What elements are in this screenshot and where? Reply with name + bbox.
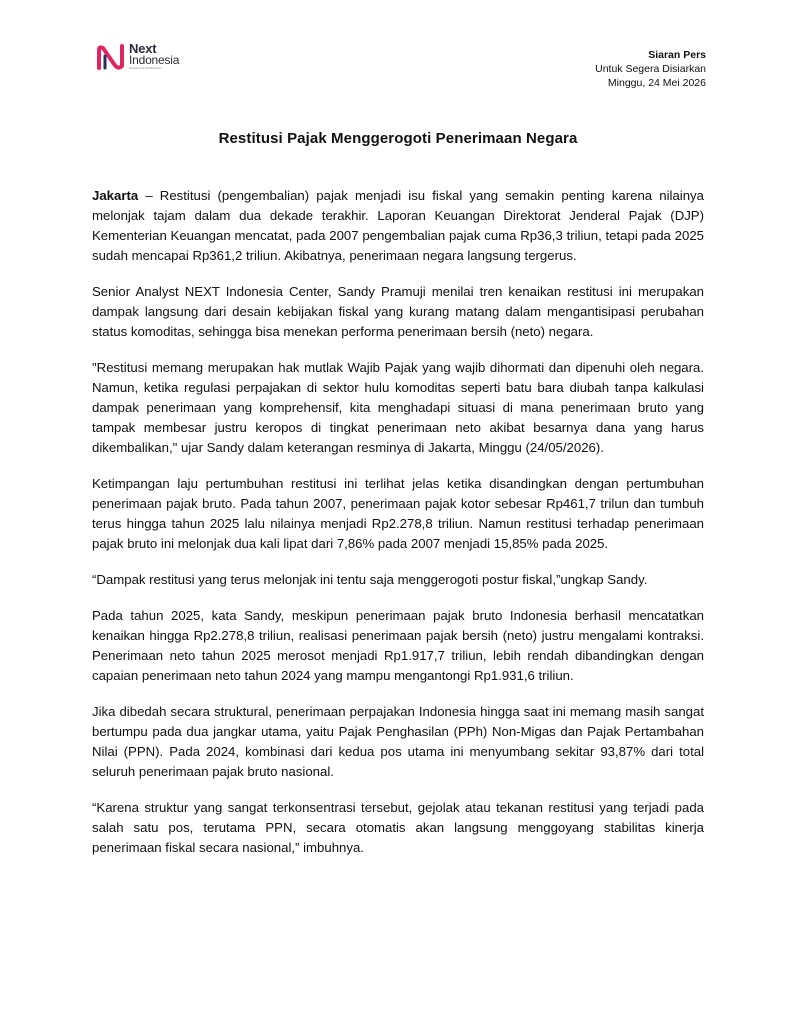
paragraph-3: "Restitusi memang merupakan hak mutlak Wajib Pajak yang wajib dihormati dan dipenuhi oleh negara. Namun, ketika regulasi perpajakan di sektor hulu komoditas seperti batu bara diubah tanpa kalkulasi dampak penerimaan yang komprehensif, kita menghadapi situasi di mana penerimaan bruto yang tampak membesar justru keropos di tingkat penerimaan neto akibat besarnya dana yang harus dikembalikan," ujar Sandy dalam keterangan resminya di Jakarta, Minggu (24/05/2026). [92,360,704,455]
dateline: Jakarta [92,188,139,203]
paragraph-2: Senior Analyst NEXT Indonesia Center, Sandy Pramuji menilai tren kenaikan restitusi ini merupakan dampak langsung dari desain kebijakan fiskal yang kurang matang dalam mengantisipasi perubahan status komoditas, sehingga bisa menekan performa penerimaan bersih (neto) negara. [92,284,704,339]
paragraph-1 [92,186,704,266]
paragraph-4: Ketimpangan laju pertumbuhan restitusi ini terlihat jelas ketika disandingkan dengan pertumbuhan penerimaan pajak bruto. Pada tahun 2007, penerimaan pajak kotor sebesar Rp461,7 trilun dan tumbuh terus hingga tahun 2025 lalu nilainya menjadi Rp2.278,8 triliun. Namun restitusi terhadap penerimaan pajak bruto ini melonjak dua kali lipat dari 7,86% pada 2007 menjadi 15,85% pada 2025. [92,476,704,551]
document-title: Restitusi Pajak Menggerogoti Penerimaan Negara [218,130,578,147]
paragraph-7: Jika dibedah secara struktural, penerimaan perpajakan Indonesia hingga saat ini memang masih sangat bertumpu pada dua jangkar utama, yaitu Pajak Penghasilan (PPh) Non-Migas dan Pajak Pertambahan Nilai (PPN). Pada 2024, kombinasi dari kedua pos utama ini menyumbang sekitar 93,87% dari total seluruh penerimaan pajak bruto nasional. [92,704,704,779]
press-release-label: Siaran Pers [648,49,706,61]
next-indonesia-logo [96,42,196,72]
release-date: Minggu, 24 Mei 2026 [607,77,706,89]
logo-word-next: Next [129,41,157,56]
paragraph-6: Pada tahun 2025, kata Sandy, meskipun penerimaan pajak bruto Indonesia berhasil mencatatkan kenaikan hingga Rp2.278,8 triliun, realisasi penerimaan pajak bersih (neto) justru mengalami kontraksi. Penerimaan neto tahun 2025 merosot menjadi Rp1.917,7 triliun, lebih rendah dibandingkan dengan capaian penerimaan neto tahun 2024 yang mampu mengantongi Rp1.931,6 triliun. [92,608,704,683]
logo-word-indonesia: Indonesia [129,53,180,67]
paragraph-1-text: – Restitusi (pengembalian) pajak menjadi isu fiskal yang semakin penting karena nilainya melonjak tajam dalam dua dekade terakhir. Laporan Keuangan Direktorat Jenderal Pajak (DJP) Kementerian Keuangan mencatat, pada 2007 pengembalian pajak cuma Rp36,3 triliun, tetapi pada 2025 sudah mencapai Rp361,2 triliun. Akibatnya, penerimaan negara langsung tergerus. [92,188,704,263]
logo-tagline: Research & Publications [129,66,162,70]
document-body [92,186,704,874]
paragraph-8: “Karena struktur yang sangat terkonsentrasi tersebut, gejolak atau tekanan restitusi yang terjadi pada salah satu pos, terutama PPN, secara otomatis akan langsung menggoyang stabilitas kinerja penerimaan fiskal secara nasional,” imbuhnya. [92,800,704,855]
press-release-meta [595,48,706,90]
paragraph-5: “Dampak restitusi yang terus melonjak ini tentu saja menggerogoti postur fiskal,”ungkap Sandy. [92,572,648,587]
logo-mark-icon [96,44,126,70]
release-instruction: Untuk Segera Disiarkan [595,63,706,75]
